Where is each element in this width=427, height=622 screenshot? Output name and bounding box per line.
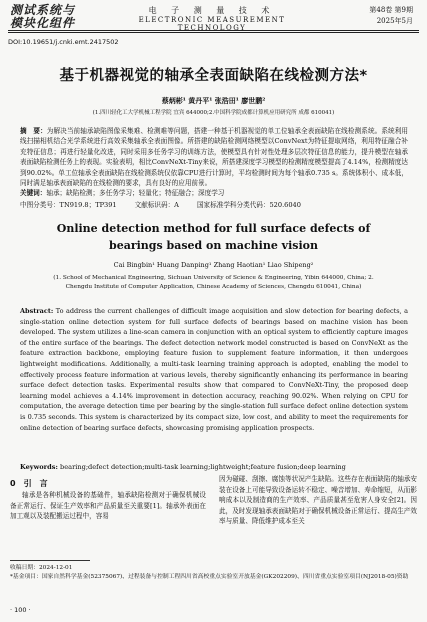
keywords-cn [20, 188, 408, 198]
authors-cn: 蔡炳彬¹ 黄丹平¹ 张浩田¹ 廖世鹏² [161, 96, 266, 105]
abstract-cn [20, 126, 408, 188]
abstract-en [20, 306, 408, 433]
keywords-en-label: Keywords: [20, 463, 58, 471]
abstract-en-text: To address the current challenges of difficult image acquisition and slow detection for bearing defects, a single-station online detection system for full surface defects of bearings based on machine vision has been developed. The system utilizes a line-scan camera in conjunction with an optical system to efficiently capture images of the entire surface of the bearings. The defect detection network model constructed is based on ConvNeXt as the feature extraction backbone, employing feature fusion to supplement feature information, it then undergoes lightweight modifications. Additionally, a multi-task learning training approach is adopted, enabling the model to effectively process feature information at various levels, thereby significantly enhancing its performance in bearing surface defect detection tasks. Experimental results show that compared to ConvNeXt-Tiny, the proposed deep learning model achieves a 4.14% improvement in detection accuracy, reaching 90.02%. When relying on CPU for computation, the average detection time per bearing by the single-station full surface defect online detection system is 0.735 seconds. This system is characterized by its compact size, low cost, and ability to meet the requirements for online detection of bearing surface defects, showcasing promising application prospects. [20, 307, 408, 432]
journal-logo: 测试系统与 模块化组件 [10, 3, 76, 30]
intro-text-left: 轴承是各种机械设备的基础件，轴承缺陷检测对于确保机械设备正常运行、保证生产效率和产品质量至关重要[1]。轴承外表面在加工观以及装配搬运过程中，容易 [10, 491, 206, 521]
clc-number: 中图分类号：TN919.8；TP391 [20, 201, 117, 209]
classification-row [20, 200, 408, 210]
header-rule-secondary [8, 32, 419, 33]
header-rule [8, 30, 419, 31]
paper-title-cn: 基于机器视觉的轴承全表面缺陷在线检测方法* [59, 68, 368, 84]
keywords-cn-text: 轴承；缺陷检测；多任务学习；轻量化；特征融合；深度学习 [46, 189, 225, 197]
footnotes [10, 564, 417, 582]
abstract-cn-text: 为解决当前轴承缺陷图像采集难、检测难等问题，搭建一种基于机器视觉的单工位轴承全表面缺陷在线检测系统。系统利用线扫描相机结合光学系统进行高效采集轴承全表面图像。所搭建的缺陷检测网络模型以ConvNext为特征提取网络，利用特征融合补充特征信息；再进行轻量化改进，同时采用多任务学习的训练方法，使模型具有针对性处理多层次特征信息的能力，提升模型在轴承表面缺陷检测任务上的表现。实验表明，相比ConvNeXt-Tiny来说，所搭建深度学习模型的检测精度模型提高了4.14%，检测精度达到90.02%。单工位轴承全表面缺陷在线检测系统仅依靠CPU进行计算时，平均检测时间为每个轴承0.735 s。系统体积小、成本低，同时满足轴承表面缺陷的在线检测的要求，具有良好的应用前景。 [20, 127, 408, 188]
keywords-en-text: bearing;defect detection;multi-task learning;lightweight;feature fusion;deep learning [60, 463, 346, 471]
intro-text-right: 因为碰碰、刮擦、腐蚀等状况产生缺陷。这些存在表面缺陷的轴承安装在设备上可能导致设备运转不稳定、噪音增加、寿命缩短，从而影响成本以及制造商的生产效率、产品质量甚至危害人身安全[2]。因此，及时发现轴承表面缺陷对于确保机械设备正常运行、提高生产效率与质量、降低维护成本至关 [219, 475, 417, 526]
footnote-rule [10, 560, 90, 561]
affiliation-cn: (1.四川轻化工大学机械工程学院 宜宾 644000;2.中国科学院成都计算机应用研究所 成都 610041) [92, 110, 335, 116]
journal-name-en: ELECTRONIC MEASUREMENT TECHNOLOGY [138, 16, 286, 32]
keywords-en [20, 462, 408, 472]
document-code: 文献标识码：A [134, 201, 179, 209]
abstract-cn-label: 摘 要： [20, 127, 47, 135]
issue-date: 2025年5月 [376, 17, 413, 25]
affiliation-en: (1. School of Mechanical Engineering, Sichuan University of Science & Engineering, Yibin 644000, China; 2. Chengdu Institute of Computer Application, Chinese Academy of Sciences, Chengdu 610041, China) [53, 275, 374, 290]
abstract-en-label: Abstract: [20, 307, 54, 315]
subject-code: 国家标准学科分类代码：520.6040 [196, 201, 301, 209]
keywords-cn-label: 关键词： [20, 189, 47, 197]
section-heading-intro: 0 引 言 [10, 479, 48, 488]
paper-title-en: Online detection method for full surface defects of bearings based on machine vision [56, 222, 371, 252]
page-number: · 100 · [10, 606, 31, 614]
received-date: 收稿日期：2024-12-01 [10, 565, 73, 571]
journal-name-cn: 电 子 测 量 技 术 [148, 6, 276, 15]
volume-issue: 第48卷 第9期 [369, 6, 413, 14]
doi[interactable]: DOI:10.19651/j.cnki.emt.2417502 [8, 38, 119, 46]
authors-en: Cai Bingbin¹ Huang Danping¹ Zhang Haotian¹ Liao Shipeng² [113, 261, 314, 269]
fund-note: *基金项目：国家自然科学基金(52375067)、过程装备与控制工程四川省高校重点实验室开放基金(GK202209)、四川省重点实验室项目(NJ2018-05)资助 [10, 574, 409, 580]
